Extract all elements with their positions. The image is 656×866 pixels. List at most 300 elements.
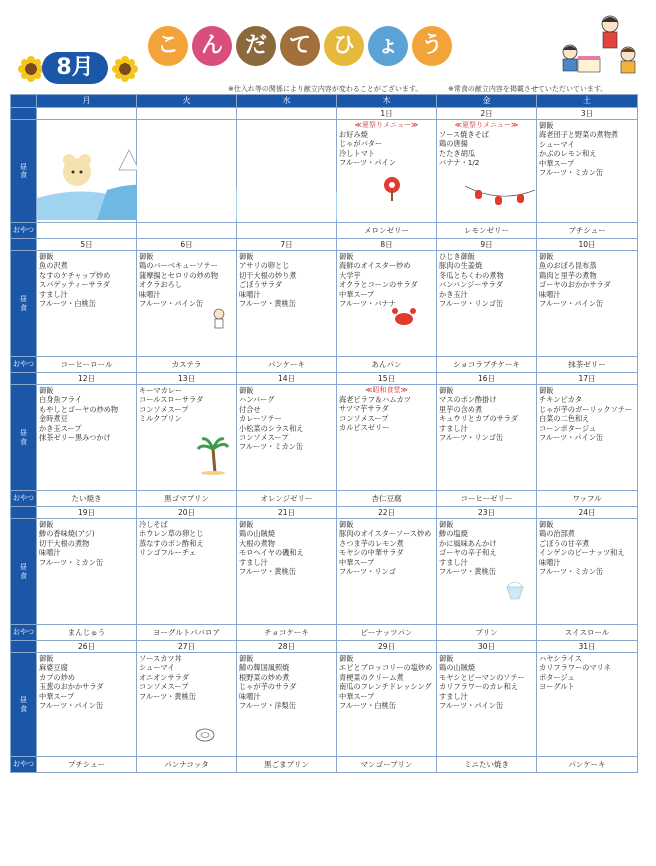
date-row [11, 507, 638, 519]
date-cell: 20日 [137, 507, 237, 519]
menu-item: ハヤシライス [539, 654, 582, 663]
weekday-header-row [11, 95, 638, 108]
date-cell: 19日 [37, 507, 137, 519]
menu-item: じゃが芋のガーリックソテー [539, 404, 633, 414]
menu-item: 付合せ [239, 404, 261, 414]
date-row-side [11, 641, 37, 653]
menu-item: お好み焼 [339, 130, 368, 139]
menu-item: フルーツ・パイン缶 [39, 701, 104, 711]
date-cell: 30日 [437, 641, 537, 653]
menu-item: 御飯 [39, 654, 54, 663]
snack-cell: メロンゼリー [337, 223, 437, 239]
menu-item: 御飯 [339, 654, 354, 663]
sunflower-icon [18, 56, 44, 82]
crab-icon [391, 307, 417, 327]
menu-item: フルーツ・洋梨缶 [239, 701, 296, 711]
lunch-side-label: 昼 食 [11, 519, 37, 625]
menu-item: コンソメスープ [239, 433, 289, 443]
menu-cell [437, 120, 537, 223]
menu-cell [437, 519, 537, 625]
menu-item: フルーツ・パイン [339, 158, 396, 168]
menu-item: もやしとゴーヤの炒め物 [39, 404, 119, 414]
menu-item: フルーツ・ミカン缶 [39, 557, 104, 567]
date-cell: 16日 [437, 373, 537, 385]
snack-cell [137, 223, 237, 239]
menu-cell [337, 385, 437, 491]
date-cell: 23日 [437, 507, 537, 519]
menu-item: かぶのレモン和え [539, 149, 597, 159]
menu-cell [37, 519, 137, 625]
event-label: ≪夏祭りメニュー≫ [454, 121, 519, 129]
menu-item: オクラおろし [139, 280, 182, 290]
date-cell: 21日 [237, 507, 337, 519]
menu-item: フルーツ・パイン缶 [439, 701, 504, 711]
menu-item: じゃがバター [339, 139, 383, 149]
title-char: ひ [324, 26, 364, 66]
menu-item: フルーツ・リンゴ缶 [439, 433, 504, 443]
menu-item: かに風味あんかけ [439, 538, 497, 548]
header-corner [11, 95, 37, 108]
lunch-row [11, 120, 638, 223]
snack-cell: たい焼き [37, 491, 137, 507]
snack-row [11, 625, 638, 641]
menu-item: フルーツ・黄桃缶 [439, 567, 496, 577]
title-char: ょ [368, 26, 408, 66]
snack-cell: プチシュー [37, 757, 137, 773]
date-cell: 12日 [37, 373, 137, 385]
menu-item: ゴーヤのおかかサラダ [539, 280, 611, 290]
menu-item: 海鮮のオイスター炒め [339, 261, 411, 271]
menu-item: カリフラワーのマリネ [539, 663, 611, 673]
menu-item: さつま芋のレモン煮 [339, 538, 404, 548]
menu-item: 御飯 [339, 520, 354, 529]
page-title [148, 26, 548, 66]
date-row [11, 239, 638, 251]
menu-item: カブの炒め [39, 672, 75, 682]
date-cell: 1日 [337, 108, 437, 120]
menu-item: バンバンジーサラダ [439, 280, 503, 290]
menu-item: モヤシとピーマンのソテー [439, 672, 525, 682]
menu-item: リンゴフルーチェ [139, 548, 196, 558]
menu-item: カリフラワーのカレ和え [439, 682, 519, 692]
title-char: う [412, 26, 452, 66]
menu-item: フルーツ・パイン缶 [139, 299, 204, 309]
menu-item: ハンバーグ [239, 395, 275, 405]
snack-side-label: おやつ [11, 625, 37, 641]
weekday-wed: 水 [237, 95, 337, 108]
menu-item: 味噌汁 [539, 289, 561, 299]
menu-item: 御飯 [239, 386, 254, 395]
menu-item: 御飯 [39, 252, 54, 261]
lunch-side-label: 昼 食 [11, 385, 37, 491]
menu-cell [537, 385, 638, 491]
date-cell: 5日 [37, 239, 137, 251]
menu-item: 鯖の韓国風照焼 [239, 663, 290, 673]
title-char: こ [148, 26, 188, 66]
menu-item: 里芋の含め煮 [439, 404, 483, 414]
menu-item: 蒲摩揚とセロリの炒め物 [139, 270, 219, 280]
snack-cell: オレンジゼリー [237, 491, 337, 507]
menu-item: ごぼうの甘辛煮 [539, 538, 590, 548]
menu-item: フルーツ・白桃缶 [39, 299, 96, 309]
weekday-sat: 土 [537, 95, 638, 108]
snack-row [11, 491, 638, 507]
snack-cell: 杏仁豆腐 [337, 491, 437, 507]
date-row [11, 641, 638, 653]
ring-icon [194, 727, 216, 743]
snack-cell: ワッフル [537, 491, 638, 507]
lunch-side-label: 昼 食 [11, 653, 37, 757]
menu-item: 中華スープ [539, 158, 575, 168]
weekday-mon: 月 [37, 95, 137, 108]
menu-item: 豚肉の生姜焼 [439, 261, 483, 271]
snack-side-label: おやつ [11, 491, 37, 507]
menu-cell [137, 251, 237, 357]
menu-cell [37, 385, 137, 491]
menu-item: オクラとコーンのサラダ [339, 280, 418, 290]
snack-side-label: おやつ [11, 757, 37, 773]
menu-item: すまし汁 [439, 691, 468, 701]
menu-item: フルーツ・黄桃缶 [139, 691, 196, 701]
lunch-row [11, 653, 638, 757]
date-cell: 31日 [537, 641, 638, 653]
menu-cell [237, 653, 337, 757]
menu-cell [137, 120, 237, 223]
date-cell: 6日 [137, 239, 237, 251]
menu-item: すまし汁 [439, 557, 468, 567]
menu-item: 御飯 [239, 252, 254, 261]
menu-item: 味噌汁 [139, 289, 161, 299]
menu-item: 鯵の香味焼(アジ) [39, 529, 95, 539]
menu-item: フルーツ・バナナ [339, 299, 396, 309]
weekday-tue: 火 [137, 95, 237, 108]
menu-item: 鶏の山賊焼 [239, 529, 275, 539]
menu-item: シューマイ [139, 663, 175, 673]
date-cell: 2日 [437, 108, 537, 120]
snack-cell: ヨーグルトババロア [137, 625, 237, 641]
menu-item: アサリの卵とじ [239, 261, 290, 271]
shaved-ice-icon [504, 577, 526, 603]
sunflower-icon [112, 56, 138, 82]
menu-item: サツマ芋サラダ [339, 404, 389, 414]
menu-item: 冷しトマト [339, 148, 375, 158]
menu-item: 御飯 [439, 654, 454, 663]
snack-cell: ショコラブチケーキ [437, 357, 537, 373]
menu-item: 海老ピラフ＆ハムカツ [339, 395, 411, 404]
menu-item: インゲンのピーナッツ和え [539, 548, 625, 558]
menu-calendar [10, 94, 638, 773]
date-row [11, 373, 638, 385]
menu-item: コンソメスープ [139, 682, 189, 692]
snack-cell: チョコケーキ [237, 625, 337, 641]
menu-item: 味噌汁 [39, 548, 61, 558]
uchiwa-fan-icon [382, 176, 402, 202]
menu-item: 豚肉のオイスターソース炒め [339, 529, 432, 539]
menu-item: すまし汁 [439, 423, 468, 433]
menu-item: 冷しそば [139, 520, 168, 529]
weekday-fri: 金 [437, 95, 537, 108]
snack-cell: パンケーキ [237, 357, 337, 373]
title-char: ん [192, 26, 232, 66]
menu-item: 鶏肉と里芋の煮物 [539, 270, 597, 280]
snack-cell: まんじゅう [37, 625, 137, 641]
menu-cell [237, 519, 337, 625]
snack-cell: 黒ごまプリン [237, 757, 337, 773]
menu-item: 味噌汁 [539, 557, 561, 567]
menu-item: 鶏の唐揚 [439, 139, 468, 149]
menu-item: ホウレン草の卵とじ [139, 529, 204, 539]
menu-item: 蒸なすのポン酢和え [139, 538, 204, 548]
date-cell: 9日 [437, 239, 537, 251]
menu-cell [437, 653, 537, 757]
menu-item: フルーツ・ミカン缶 [239, 442, 304, 452]
menu-item: 鶏のバーベキューソテー [139, 261, 218, 271]
title-char: だ [236, 26, 276, 66]
menu-item: 鶏の治部煮 [539, 529, 575, 539]
menu-item: キュウリとカブのサラダ [439, 414, 518, 424]
date-cell: 27日 [137, 641, 237, 653]
menu-item: 冬瓜とちくわの煮物 [439, 270, 504, 280]
snack-row [11, 357, 638, 373]
menu-item: 中華スープ [339, 557, 375, 567]
menu-cell [137, 519, 237, 625]
snack-cell [37, 223, 137, 239]
menu-item: 白菜の二色和え [539, 414, 590, 424]
menu-item: マスのポン酢掛け [439, 395, 497, 405]
menu-item: キーマカレー [139, 386, 183, 395]
menu-item: 御飯 [539, 121, 554, 130]
lantern-string-icon [465, 182, 535, 212]
event-label: ≪昭和食堂≫ [365, 386, 408, 394]
menu-item: フルーツ・リンゴ缶 [439, 299, 504, 309]
snack-cell [237, 223, 337, 239]
menu-cell [537, 251, 638, 357]
menu-item: 青梗菜のクリーム煮 [339, 672, 404, 682]
snack-row [11, 223, 638, 239]
menu-item: 御飯 [439, 386, 454, 395]
menu-item: ソースカツ丼 [139, 654, 182, 663]
menu-item: フルーツ・黄桃缶 [239, 567, 296, 577]
date-cell: 26日 [37, 641, 137, 653]
menu-item: ミルクプリン [139, 414, 182, 424]
menu-item: 抹茶ゼリー黒みつかけ [39, 433, 111, 443]
date-cell [237, 108, 337, 120]
menu-item: コールスローサラダ [139, 395, 204, 405]
menu-item: フルーツ・黄桃缶 [239, 299, 296, 309]
menu-cell [537, 653, 638, 757]
menu-cell [137, 653, 237, 757]
menu-item: 御飯 [239, 654, 254, 663]
lunch-side-label: 昼 食 [11, 120, 37, 223]
menu-cell [37, 120, 137, 223]
snack-side-label: おやつ [11, 223, 37, 239]
date-cell: 22日 [337, 507, 437, 519]
menu-cell [437, 385, 537, 491]
note-right: ※常食の献立内容を掲載させていただいています。 [448, 85, 608, 93]
menu-item: 海老団子と野菜の煮物煮 [539, 130, 619, 140]
menu-cell [237, 120, 337, 223]
snack-cell: コーヒーゼリー [437, 491, 537, 507]
menu-item: コーンポタージュ [539, 423, 597, 433]
menu-item: フルーツ・パイン缶 [539, 299, 604, 309]
date-cell [37, 108, 137, 120]
menu-item: 御飯 [239, 520, 254, 529]
menu-item: 味噌汁 [239, 289, 261, 299]
snack-cell: マンゴープリン [337, 757, 437, 773]
menu-item: かき玉スープ [39, 423, 82, 433]
lunch-row [11, 385, 638, 491]
menu-cell [337, 653, 437, 757]
menu-item: 切干大根の炒り煮 [239, 270, 297, 280]
menu-item: 麻婆豆腐 [39, 663, 68, 673]
menu-cell [237, 251, 337, 357]
menu-item: ひじき御飯 [439, 252, 475, 261]
menu-item: 魚のおぼろ昆布蒸 [539, 261, 597, 271]
date-cell: 24日 [537, 507, 638, 519]
snack-cell: パンケーキ [537, 757, 638, 773]
snack-cell: プリン [437, 625, 537, 641]
baseball-kid-icon [208, 307, 230, 331]
menu-item: フルーツ・ミカン缶 [539, 168, 604, 178]
date-cell: 17日 [537, 373, 638, 385]
menu-item: 御飯 [539, 386, 554, 395]
menu-cell [437, 251, 537, 357]
snack-cell: カステラ [137, 357, 237, 373]
menu-item: 味噌汁 [239, 691, 261, 701]
menu-item: 鯵の塩焼 [439, 529, 468, 539]
snack-cell: パンナコッタ [137, 757, 237, 773]
menu-item: 大根の煮物 [239, 538, 275, 548]
menu-item: オニオンサラダ [139, 672, 189, 682]
menu-item: すまし汁 [239, 557, 268, 567]
menu-item: 魚の沢煮 [39, 261, 68, 271]
menu-item: 御飯 [339, 252, 354, 261]
menu-item: シューマイ [539, 139, 575, 149]
date-cell: 8日 [337, 239, 437, 251]
date-cell: 7日 [237, 239, 337, 251]
menu-item: 大学芋 [339, 270, 361, 280]
menu-item: 御飯 [39, 386, 54, 395]
menu-item: 鶏の山賊焼 [439, 663, 475, 673]
event-label: ≪夏祭りメニュー≫ [354, 121, 419, 129]
menu-item: 小松菜のシラス和え [239, 423, 304, 433]
menu-item: コンソメスープ [339, 413, 389, 423]
date-row-side [11, 108, 37, 120]
date-cell: 3日 [537, 108, 638, 120]
menu-item: 南瓜のフレンチドレッシング [339, 682, 432, 692]
menu-cell [337, 519, 437, 625]
title-char: て [280, 26, 320, 66]
menu-item: なすのケチャップ炒め [39, 270, 111, 280]
menu-item: すまし汁 [39, 289, 68, 299]
snack-cell: コーヒーロール [37, 357, 137, 373]
snack-cell: プチシュー [537, 223, 638, 239]
menu-cell [137, 385, 237, 491]
menu-item: ソース焼きそば [439, 130, 489, 139]
month-badge: 8月 [42, 52, 108, 84]
menu-cell [337, 120, 437, 223]
snack-cell: 抹茶ゼリー [537, 357, 638, 373]
menu-item: 御飯 [539, 252, 554, 261]
menu-item: 御飯 [39, 520, 54, 529]
menu-cell [537, 120, 638, 223]
date-cell [137, 108, 237, 120]
weekday-thu: 木 [337, 95, 437, 108]
lunch-row [11, 519, 638, 625]
date-cell: 29日 [337, 641, 437, 653]
date-cell: 10日 [537, 239, 638, 251]
menu-item: カルピスゼリー [339, 423, 390, 433]
menu-item: ポタージュ [539, 672, 575, 682]
snack-cell: レモンゼリー [437, 223, 537, 239]
snack-side-label: おやつ [11, 357, 37, 373]
menu-cell [537, 519, 638, 625]
date-row-side [11, 239, 37, 251]
palm-tree-icon [196, 435, 230, 475]
kids-illustration [548, 12, 648, 82]
menu-item: 中華スープ [339, 289, 375, 299]
lunch-row [11, 251, 638, 357]
date-row-side [11, 507, 37, 519]
menu-item: かき玉汁 [439, 289, 468, 299]
date-cell: 15日 [337, 373, 437, 385]
menu-item: チキンピカタ [539, 395, 583, 405]
menu-cell [37, 251, 137, 357]
snack-cell: スイスロール [537, 625, 638, 641]
menu-item: フルーツ・ミカン缶 [539, 567, 604, 577]
menu-item: フルーツ・パイン缶 [539, 433, 604, 443]
menu-item: 中華スープ [339, 691, 375, 701]
menu-item: コンソメスープ [139, 404, 189, 414]
menu-item: たたき胡瓜 [439, 148, 475, 158]
menu-item: ゴーヤの辛子和え [439, 548, 497, 558]
menu-cell [37, 653, 137, 757]
snack-cell: 黒ゴマプリン [137, 491, 237, 507]
snack-cell: ピーナッツパン [337, 625, 437, 641]
menu-item: じゃが芋のサラダ [239, 682, 297, 692]
menu-item: 御飯 [539, 520, 554, 529]
menu-item: 根野菜の炒め煮 [239, 672, 290, 682]
menu-item: ヨーグルト [539, 682, 575, 692]
menu-item: モヤシの中華サラダ [339, 548, 404, 558]
snack-cell: あんパン [337, 357, 437, 373]
lunch-side-label: 昼 食 [11, 251, 37, 357]
menu-item: 玉葱のおかかサラダ [39, 682, 104, 692]
snack-cell: ミニたい焼き [437, 757, 537, 773]
header [0, 0, 656, 92]
date-cell: 14日 [237, 373, 337, 385]
note-left: ※仕入れ等の関係により献立内容が変わることがございます。 [228, 85, 423, 93]
menu-item: バナナ・1/2 [439, 158, 480, 168]
menu-item: エビとブロッコリーの塩炒め [339, 663, 433, 673]
menu-item: 切干大根の煮物 [39, 538, 90, 548]
date-cell: 13日 [137, 373, 237, 385]
menu-item: 御飯 [439, 520, 454, 529]
menu-item: 御飯 [139, 252, 154, 261]
date-row [11, 108, 638, 120]
menu-item: スパゲッティーサラダ [39, 280, 110, 290]
menu-cell [237, 385, 337, 491]
menu-item: カレーソテー [239, 414, 282, 424]
menu-item: 白身魚フライ [39, 395, 82, 405]
menu-cell [337, 251, 437, 357]
menu-item: ごぼうサラダ [239, 280, 283, 290]
menu-item: モロヘイヤの磯和え [239, 548, 304, 558]
menu-item: 中華スープ [39, 691, 75, 701]
menu-item: フルーツ・白桃缶 [339, 701, 396, 711]
snack-row [11, 757, 638, 773]
date-row-side [11, 373, 37, 385]
